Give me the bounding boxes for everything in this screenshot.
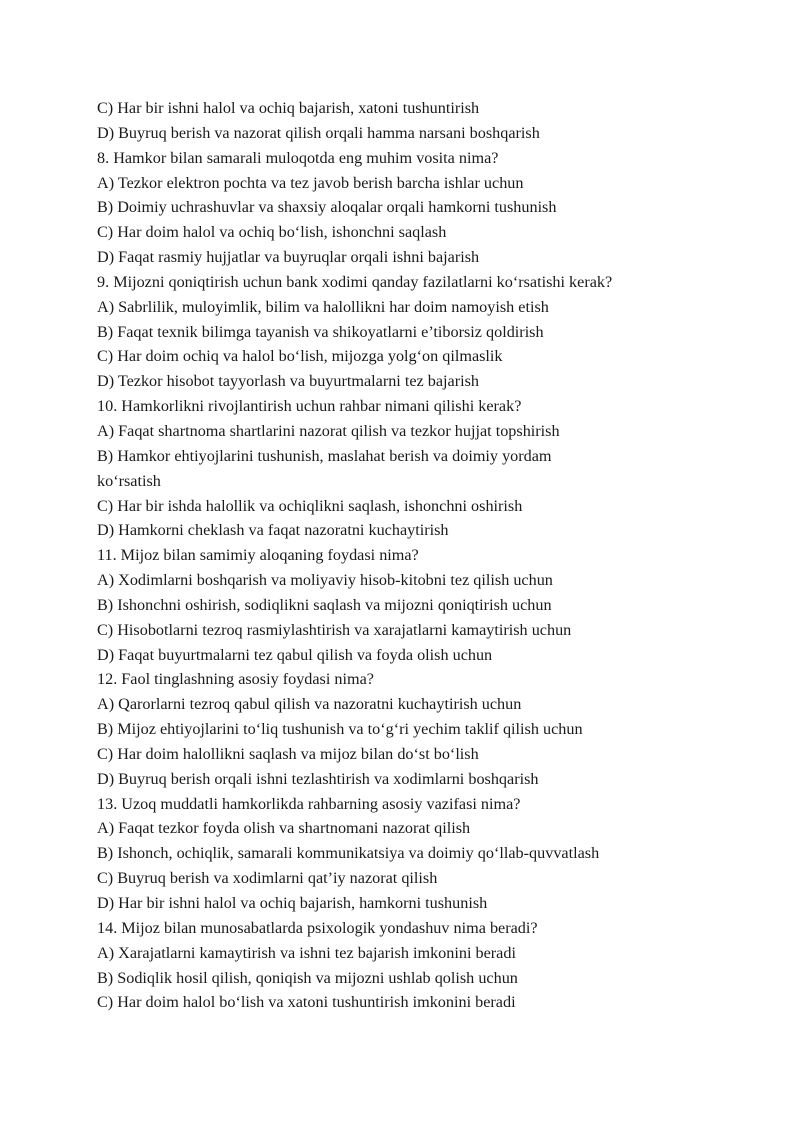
answer-option: A) Sabrlilik, muloyimlik, bilim va halollikni har doim namoyish etish	[97, 297, 549, 316]
question: 8. Hamkor bilan samarali muloqotda eng muhim vosita nima?	[97, 148, 499, 167]
question: 9. Mijozni qoniqtirish uchun bank xodimi qanday fazilatlarni ko‘rsatishi kerak?	[97, 272, 613, 291]
answer-option: B) Mijoz ehtiyojlarini to‘liq tushunish va to‘g‘ri yechim taklif qilish uchun	[97, 720, 583, 739]
answer-option: A) Tezkor elektron pochta va tez javob berish barcha ishlar uchun	[97, 173, 524, 192]
answer-option: D) Faqat buyurtmalarni tez qabul qilish va foyda olish uchun	[97, 645, 493, 664]
question: 11. Mijoz bilan samimiy aloqaning foydasi nima?	[97, 546, 419, 565]
answer-option: A) Xarajatlarni kamaytirish va ishni tez bajarish imkonini beradi	[97, 943, 516, 962]
answer-option-continuation: ko‘rsatish	[97, 471, 161, 490]
answer-option: A) Xodimlarni boshqarish va moliyaviy hisob-kitobni tez qilish uchun	[97, 571, 553, 590]
answer-option: D) Tezkor hisobot tayyorlash va buyurtmalarni tez bajarish	[97, 372, 480, 391]
answer-option: D) Buyruq berish orqali ishni tezlashtirish va xodimlarni boshqarish	[97, 769, 539, 788]
answer-option: D) Faqat rasmiy hujjatlar va buyruqlar orqali ishni bajarish	[97, 248, 480, 267]
answer-option: B) Sodiqlik hosil qilish, qoniqish va mijozni ushlab qolish uchun	[97, 968, 518, 987]
answer-option: D) Buyruq berish va nazorat qilish orqali hamma narsani boshqarish	[97, 123, 540, 142]
answer-option: C) Har doim halol va ochiq bo‘lish, ishonchni saqlash	[97, 223, 447, 242]
question: 13. Uzoq muddatli hamkorlikda rahbarning asosiy vazifasi nima?	[97, 794, 521, 813]
answer-option: C) Har bir ishda halollik va ochiqlikni saqlash, ishonchni oshirish	[97, 496, 523, 515]
answer-option: B) Ishonchni oshirish, sodiqlikni saqlash va mijozni qoniqtirish uchun	[97, 595, 552, 614]
answer-option: B) Doimiy uchrashuvlar va shaxsiy aloqalar orqali hamkorni tushunish	[97, 198, 557, 217]
answer-option: D) Hamkorni cheklash va faqat nazoratni kuchaytirish	[97, 521, 449, 540]
answer-option: C) Har doim halol bo‘lish va xatoni tushuntirish imkonini beradi	[97, 993, 516, 1012]
answer-option: C) Har doim halollikni saqlash va mijoz bilan do‘st bo‘lish	[97, 744, 479, 763]
answer-option: A) Faqat tezkor foyda olish va shartnomani nazorat qilish	[97, 819, 471, 838]
question: 14. Mijoz bilan munosabatlarda psixologik yondashuv nima beradi?	[97, 918, 538, 937]
answer-option: B) Faqat texnik bilimga tayanish va shikoyatlarni e’tiborsiz qoldirish	[97, 322, 544, 341]
answer-option: D) Har bir ishni halol va ochiq bajarish, hamkorni tushunish	[97, 894, 488, 912]
question: 12. Faol tinglashning asosiy foydasi nima?	[97, 670, 374, 689]
answer-option: C) Har doim ochiq va halol bo‘lish, mijozga yolg‘on qilmaslik	[97, 347, 503, 366]
answer-option: C) Har bir ishni halol va ochiq bajarish, xatoni tushuntirish	[97, 99, 480, 117]
question: 10. Hamkorlikni rivojlantirish uchun rahbar nimani qilishi kerak?	[97, 397, 522, 416]
answer-option: B) Ishonch, ochiqlik, samarali kommunikatsiya va doimiy qo‘llab-quvvatlash	[97, 844, 600, 863]
answer-option: A) Qarorlarni tezroq qabul qilish va nazoratni kuchaytirish uchun	[97, 695, 522, 714]
document-page	[97, 96, 717, 1015]
answer-option: A) Faqat shartnoma shartlarini nazorat qilish va tezkor hujjat topshirish	[97, 421, 560, 440]
answer-option: C) Hisobotlarni tezroq rasmiylashtirish va xarajatlarni kamaytirish uchun	[97, 620, 572, 639]
answer-option: C) Buyruq berish va xodimlarni qat’iy nazorat qilish	[97, 869, 438, 888]
answer-option: B) Hamkor ehtiyojlarini tushunish, maslahat berish va doimiy yordam	[97, 446, 552, 465]
